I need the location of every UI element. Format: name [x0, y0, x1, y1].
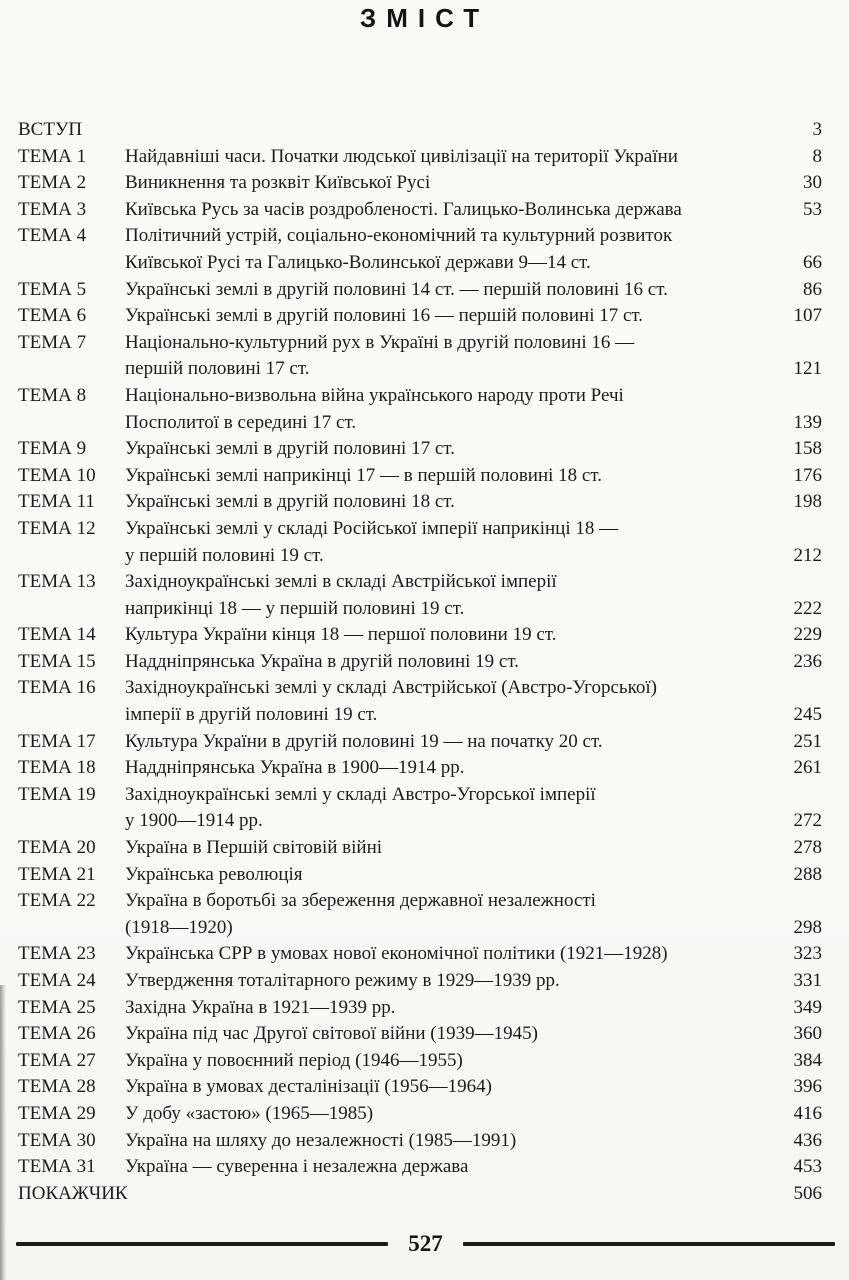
toc-entry-page-number: 416 [793, 1102, 822, 1124]
toc-entry-line: Українські землі наприкінці 17 — в першій половині 18 ст. [125, 464, 602, 486]
toc-entry-title [125, 489, 776, 516]
toc-list [18, 117, 822, 1207]
toc-entry-label: ТЕМА 21 [18, 863, 96, 885]
toc-entry-title [125, 1048, 776, 1075]
toc-entry-line: першій половині 17 ст. [125, 358, 310, 380]
toc-entry-label: ТЕМА 18 [18, 757, 96, 779]
toc-entry [18, 755, 822, 782]
toc-entry-label: ТЕМА 9 [18, 438, 87, 460]
toc-entry-title [125, 622, 776, 649]
toc-entry-page-number: 453 [793, 1156, 822, 1178]
toc-entry-line: Виникнення та розквіт Київської Русі [125, 172, 431, 194]
toc-entry-label: ВСТУП [18, 119, 83, 140]
toc-entry-line: Київської Русі та Галицько-Волинської держави 9—14 ст. [125, 251, 591, 273]
toc-entry-title [125, 835, 776, 862]
toc-entry-label: ТЕМА 27 [18, 1049, 96, 1071]
toc-entry-title [125, 569, 776, 622]
toc-entry-line: Утвердження тоталітарного режиму в 1929—1939 рр. [125, 970, 560, 991]
toc-entry [18, 383, 822, 436]
toc-entry-title [125, 303, 776, 330]
toc-entry-label: ТЕМА 17 [18, 730, 96, 752]
toc-entry-page-number: 198 [793, 491, 822, 513]
toc-entry-title [125, 995, 776, 1022]
toc-entry-label: ТЕМА 8 [18, 384, 87, 406]
toc-entry-title [125, 1128, 776, 1155]
toc-entry-line: Україна на шляху до незалежності (1985—1991) [125, 1129, 517, 1151]
toc-entry-page-number: 212 [793, 544, 822, 566]
toc-entry-label: ТЕМА 6 [18, 305, 87, 327]
toc-entry-line [125, 1181, 776, 1208]
toc-entry-label: ТЕМА 11 [18, 491, 95, 513]
toc-entry-line: Україна у повоєнний період (1946—1955) [125, 1049, 463, 1071]
toc-entry-label: ТЕМА 3 [18, 198, 87, 220]
toc-entry-page-number: 222 [793, 597, 822, 619]
toc-entry-label: ТЕМА 13 [18, 571, 96, 593]
toc-entry-title [125, 941, 776, 968]
toc-entry [18, 463, 822, 490]
toc-entry-line: Українські землі у складі Російської імперії наприкінці 18 — [125, 517, 619, 539]
toc-entry-line: Українські землі в другій половині 16 — першій половині 17 ст. [125, 305, 644, 327]
toc-entry-page-number: 158 [793, 438, 822, 460]
toc-entry-line: Культура України в другій половині 19 — на початку 20 ст. [125, 730, 603, 752]
toc-entry-page-number: 323 [793, 943, 822, 965]
toc-entry-page-number: 506 [793, 1182, 822, 1204]
toc-entry-title [125, 968, 776, 995]
toc-entry-line: Політичний устрій, соціально-економічний та культурний розвиток [125, 225, 673, 247]
toc-entry-line: Українські землі в другій половині 17 ст. [125, 438, 455, 460]
toc-entry-title [125, 223, 776, 276]
toc-entry [18, 729, 822, 756]
toc-entry-label: ТЕМА 24 [18, 970, 96, 991]
toc-entry-page-number: 245 [793, 704, 822, 726]
toc-entry-page-number: 107 [793, 305, 822, 327]
toc-entry-label: ТЕМА 29 [18, 1102, 96, 1124]
toc-entry-label: ТЕМА 4 [18, 225, 87, 247]
toc-entry-label: ТЕМА 14 [18, 624, 96, 646]
toc-entry-label: ТЕМА 2 [18, 172, 87, 194]
toc-entry-line: Україна в умовах десталінізації (1956—1964) [125, 1076, 492, 1098]
toc-entry [18, 117, 822, 144]
toc-entry-line: Національно-культурний рух в Україні в другій половині 16 — [125, 331, 635, 353]
toc-entry-label: ТЕМА 1 [18, 145, 87, 167]
toc-entry-page-number: 139 [793, 411, 822, 433]
toc-entry-line: Українські землі в другій половині 18 ст. [125, 491, 455, 513]
footer-rule-right [463, 1242, 835, 1246]
toc-entry-title [125, 675, 776, 728]
toc-entry-title [125, 170, 776, 197]
toc-entry-title [125, 1074, 776, 1101]
toc-entry-line: Україна в Першій світовій війні [125, 837, 383, 859]
toc-entry-line: Національно-визвольна війна українського народу проти Речі [125, 384, 624, 406]
footer-rule-left [16, 1242, 388, 1246]
toc-entry-page-number: 298 [793, 916, 822, 938]
footer-page-number: 527 [408, 1231, 443, 1256]
toc-entry-line: Українська СРР в умовах нової економічної політики (1921—1928) [125, 943, 668, 965]
toc-entry-page-number: 30 [803, 172, 822, 194]
toc-entry-label: ТЕМА 23 [18, 943, 96, 965]
toc-entry-title [125, 862, 776, 889]
toc-entry [18, 782, 822, 835]
toc-entry-line: У добу «застою» (1965—1985) [125, 1102, 374, 1124]
toc-entry [18, 330, 822, 383]
toc-entry [18, 1154, 822, 1181]
toc-entry [18, 968, 822, 995]
toc-entry [18, 277, 822, 304]
page-title: ЗМІСТ [359, 3, 490, 33]
toc-entry-page-number: 3 [812, 119, 822, 140]
toc-entry [18, 1128, 822, 1155]
toc-entry-title [125, 729, 776, 756]
toc-entry-label: ТЕМА 16 [18, 677, 96, 699]
toc-entry-title [125, 463, 776, 490]
toc-entry [18, 888, 822, 941]
toc-entry-line: Україна — суверенна і незалежна держава [125, 1156, 469, 1178]
toc-entry-page-number: 86 [803, 278, 822, 300]
toc-entry-page-number: 278 [793, 837, 822, 859]
toc-entry-line: у 1900—1914 рр. [125, 810, 263, 832]
toc-entry-label: ТЕМА 25 [18, 996, 96, 1018]
toc-entry [18, 516, 822, 569]
toc-entry [18, 941, 822, 968]
toc-entry-line: Західноукраїнські землі в складі Австрійської імперії [125, 571, 557, 593]
toc-entry-line: Україна в боротьбі за збереження державної незалежності [125, 890, 596, 912]
toc-entry-label: ТЕМА 19 [18, 783, 96, 805]
toc-entry-line: Київська Русь за часів роздробленості. Галицько-Волинська держава [125, 198, 682, 220]
toc-entry [18, 835, 822, 862]
toc-entry-page-number: 360 [793, 1023, 822, 1045]
toc-entry-title [125, 144, 776, 171]
toc-entry-line: імперії в другій половині 19 ст. [125, 704, 378, 726]
toc-entry [18, 197, 822, 224]
toc-entry-page-number: 331 [793, 970, 822, 991]
toc-entry-line [125, 117, 776, 144]
toc-entry-label: ТЕМА 20 [18, 837, 96, 859]
toc-entry [18, 1021, 822, 1048]
toc-entry [18, 569, 822, 622]
toc-entry-label: ТЕМА 12 [18, 517, 96, 539]
toc-entry-page-number: 53 [803, 198, 822, 220]
toc-entry-line: у першій половині 19 ст. [125, 544, 324, 566]
toc-entry-line: Україна під час Другої світової війни (1939—1945) [125, 1023, 538, 1045]
toc-entry-page-number: 8 [812, 145, 822, 167]
toc-entry-label: ПОКАЖЧИК [18, 1182, 128, 1204]
toc-entry-title [125, 782, 776, 835]
toc-entry-line: Західноукраїнські землі у складі Австро-Угорської імперії [125, 783, 596, 805]
toc-entry-page-number: 251 [793, 730, 822, 752]
toc-entry-page-number: 384 [793, 1049, 822, 1071]
toc-entry [18, 303, 822, 330]
toc-entry-page-number: 236 [793, 650, 822, 672]
toc-entry-page-number: 229 [793, 624, 822, 646]
toc-entry [18, 649, 822, 676]
toc-entry [18, 489, 822, 516]
toc-entry-title [125, 117, 776, 144]
toc-entry-label: ТЕМА 31 [18, 1156, 96, 1178]
toc-entry [18, 995, 822, 1022]
toc-entry-line: Наддніпрянська Україна в 1900—1914 рр. [125, 757, 465, 779]
scan-edge-artifact [0, 985, 6, 1280]
toc-entry-line: Західна Україна в 1921—1939 рр. [125, 996, 396, 1018]
page-footer [16, 1231, 835, 1257]
toc-entry-title [125, 277, 776, 304]
toc-entry [18, 144, 822, 171]
toc-entry-title [125, 383, 776, 436]
toc-entry-label: ТЕМА 7 [18, 331, 87, 353]
toc-entry-label: ТЕМА 28 [18, 1076, 96, 1098]
toc-entry-label: ТЕМА 30 [18, 1129, 96, 1151]
toc-entry-title [125, 1181, 776, 1208]
toc-entry-line: Культура України кінця 18 — першої половини 19 ст. [125, 624, 557, 646]
toc-entry-line: Українські землі в другій половині 14 ст. — першій половині 16 ст. [125, 278, 668, 300]
toc-entry-page-number: 396 [793, 1076, 822, 1098]
toc-entry-line: Західноукраїнські землі у складі Австрійської (Австро-Угорської) [125, 677, 657, 699]
toc-entry-label: ТЕМА 22 [18, 890, 96, 912]
toc-entry-title [125, 1021, 776, 1048]
toc-entry [18, 1048, 822, 1075]
toc-entry [18, 170, 822, 197]
toc-entry-line: Найдавніші часи. Початки людської цивілізації на території України [125, 145, 678, 167]
toc-entry-line: Посполитої в середині 17 ст. [125, 411, 357, 433]
toc-entry-label: ТЕМА 15 [18, 650, 96, 672]
toc-entry-line: Українська революція [125, 863, 303, 885]
toc-entry-label: ТЕМА 10 [18, 464, 96, 486]
toc-entry [18, 1101, 822, 1128]
toc-entry [18, 436, 822, 463]
toc-entry-title [125, 649, 776, 676]
toc-entry-page-number: 288 [793, 863, 822, 885]
toc-entry [18, 223, 822, 276]
toc-entry [18, 862, 822, 889]
toc-entry-title [125, 197, 776, 224]
toc-entry-title [125, 755, 776, 782]
toc-entry-title [125, 1101, 776, 1128]
toc-entry [18, 622, 822, 649]
toc-entry-page-number: 436 [793, 1129, 822, 1151]
toc-entry-line: наприкінці 18 — у першій половині 19 ст. [125, 597, 465, 619]
toc-entry-page-number: 121 [793, 358, 822, 380]
toc-entry-page-number: 261 [793, 757, 822, 779]
toc-entry-title [125, 516, 776, 569]
toc-entry-line: Наддніпрянська Україна в другій половині 19 ст. [125, 650, 519, 672]
toc-entry-page-number: 66 [803, 251, 822, 273]
toc-entry [18, 675, 822, 728]
toc-entry-label: ТЕМА 5 [18, 278, 87, 300]
toc-entry-page-number: 272 [793, 810, 822, 832]
toc-entry-label: ТЕМА 26 [18, 1023, 96, 1045]
toc-entry-title [125, 330, 776, 383]
toc-entry-title [125, 888, 776, 941]
toc-entry [18, 1074, 822, 1101]
toc-entry-title [125, 1154, 776, 1181]
toc-entry-page-number: 176 [793, 464, 822, 486]
toc-entry-line: (1918—1920) [125, 916, 233, 938]
toc-entry-page-number: 349 [793, 996, 822, 1018]
toc-entry-title [125, 436, 776, 463]
toc-entry [18, 1181, 822, 1208]
